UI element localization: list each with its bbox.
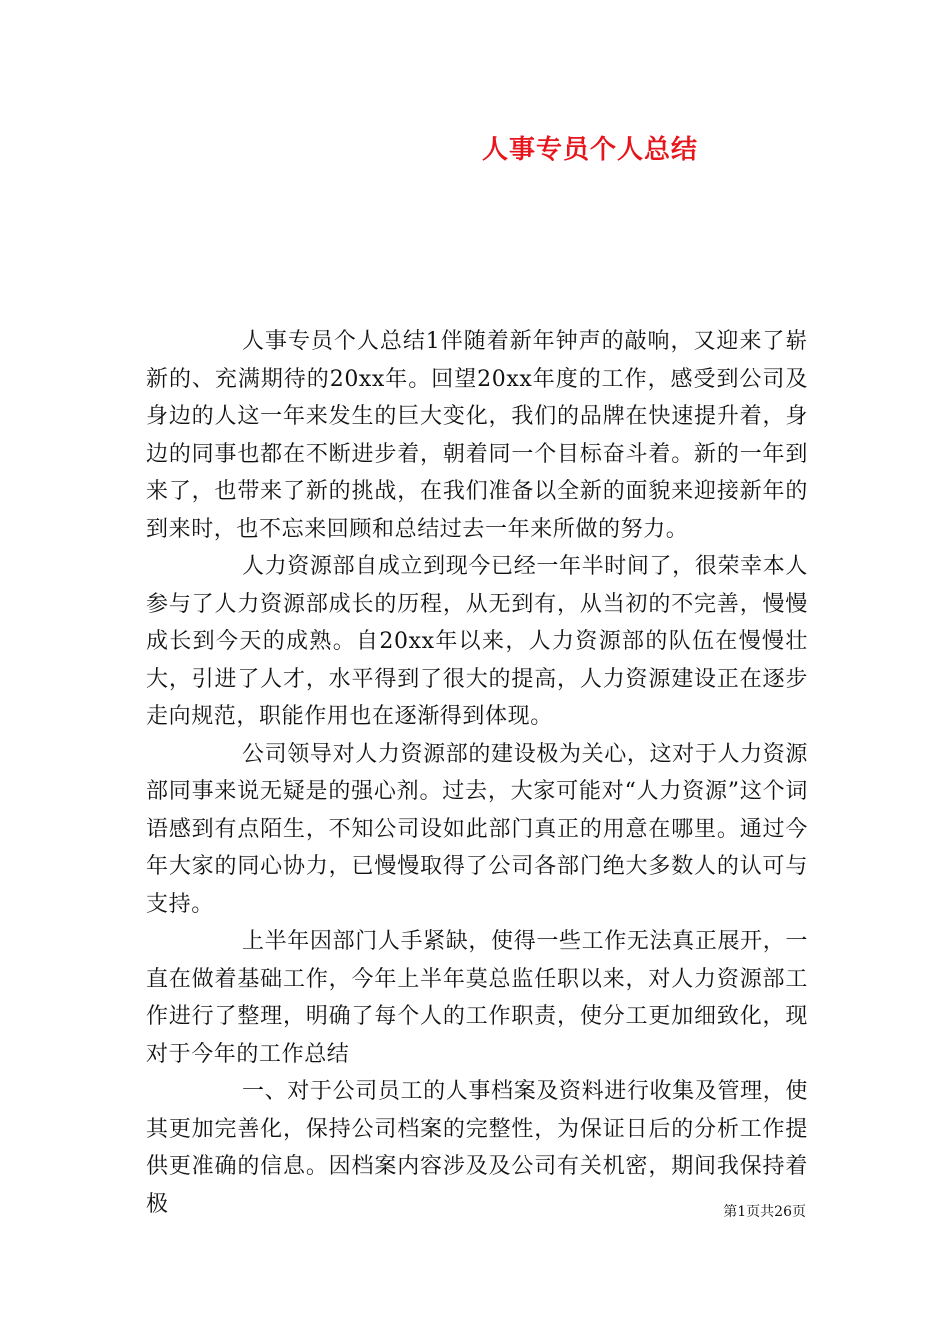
page-number: 第1页共26页 — [723, 1204, 806, 1220]
paragraph: 上半年因部门人手紧缺，使得一些工作无法真正展开，一直在做着基础工作，今年上半年莫总监任职以来，对人力资源部工作进行了整理，明确了每个人的工作职责，使分工更加细致化，现对于今年的工作总结 — [146, 929, 808, 1067]
document-title: 人事专员个人总结 — [481, 135, 698, 165]
document-body — [146, 323, 808, 1223]
paragraph: 人事专员个人总结1伴随着新年钟声的敲响，又迎来了崭新的、充满期待的20xx年。回望20xx年度的工作，感受到公司及身边的人这一年来发生的巨大变化，我们的品牌在快速提升着，身边的同事也都在不断进步着，朝着同一个目标奋斗着。新的一年到来了，也带来了新的挑战，在我们准备以全新的面貌来迎接新年的到来时，也不忘来回顾和总结过去一年来所做的努力。 — [146, 329, 808, 542]
paragraph: 人力资源部自成立到现今已经一年半时间了，很荣幸本人参与了人力资源部成长的历程，从无到有，从当初的不完善，慢慢成长到今天的成熟。自20xx年以来，人力资源部的队伍在慢慢壮大，引进了人才，水平得到了很大的提高，人力资源建设正在逐步走向规范，职能作用也在逐渐得到体现。 — [146, 554, 808, 729]
paragraph: 公司领导对人力资源部的建设极为关心，这对于人力资源部同事来说无疑是的强心剂。过去，大家可能对“人力资源”这个词语感到有点陌生，不知公司设如此部门真正的用意在哪里。通过今年大家的同心协力，已慢慢取得了公司各部门绝大多数人的认可与支持。 — [146, 741, 808, 917]
paragraph: 一、对于公司员工的人事档案及资料进行收集及管理，使其更加完善化，保持公司档案的完整性，为保证日后的分析工作提供更准确的信息。因档案内容涉及及公司有关机密，期间我保持着极 — [146, 1079, 808, 1217]
